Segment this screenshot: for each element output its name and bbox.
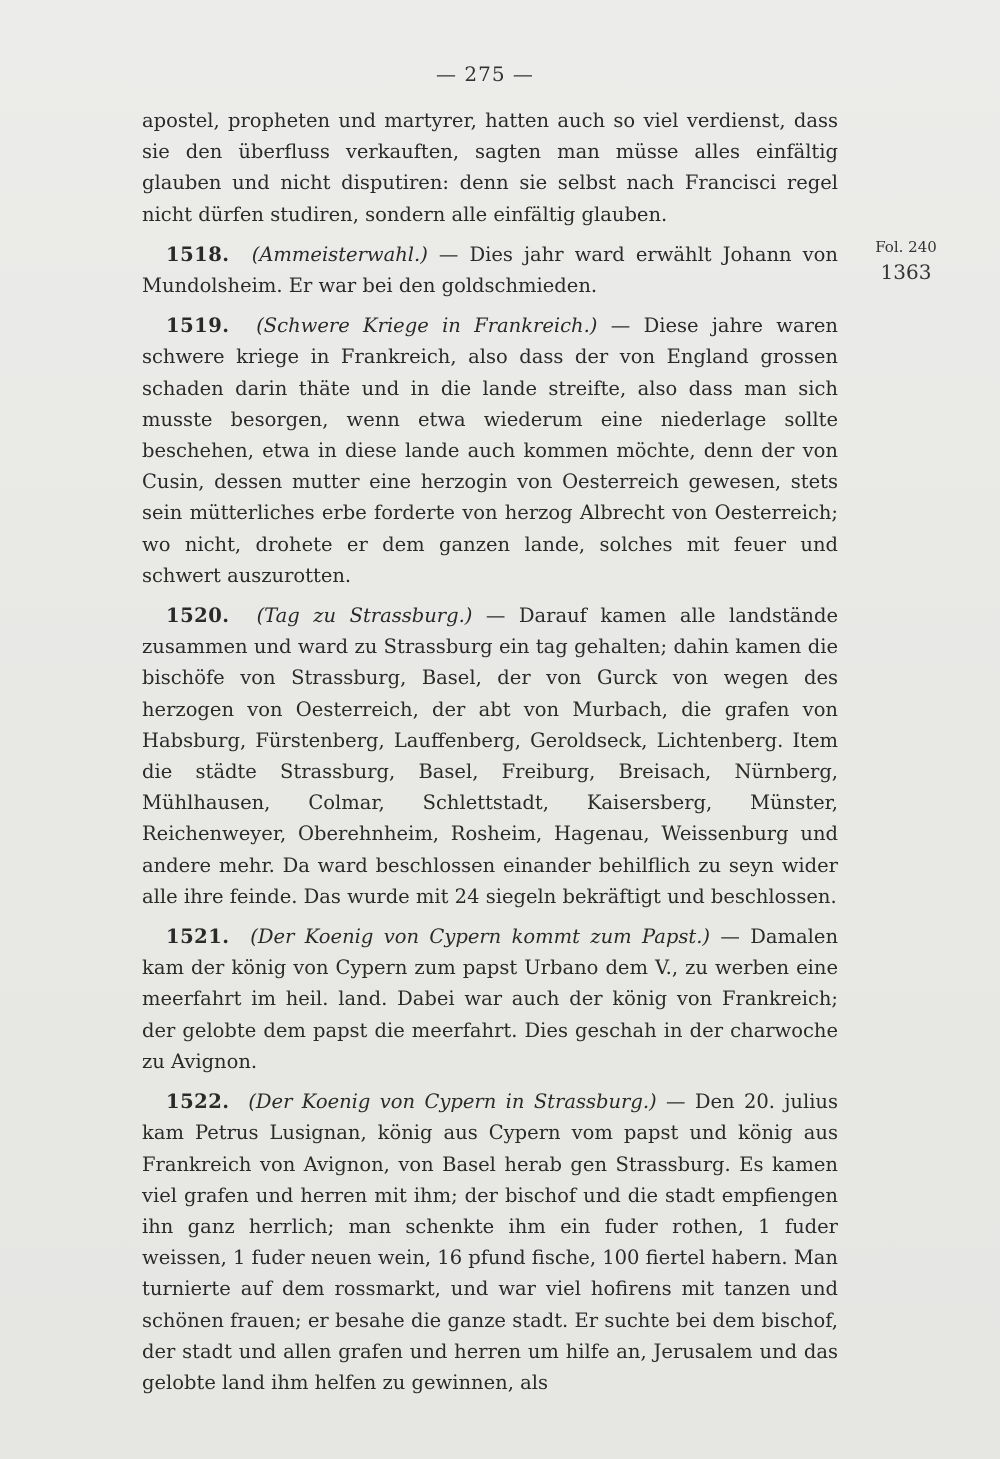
entry-year: 1520. <box>166 604 230 628</box>
entry-text: — Dies jahr ward erwählt Johann von Mundolsheim. Er war bei den goldschmieden. <box>142 242 838 298</box>
entry-text: — Darauf kamen alle landstände zusammen und ward zu Strassburg ein tag gehalten; dahin kamen die bischöfe von Strassburg, Basel, der von Gurck von wegen des herzogen von Oesterreich, der abt von Murbach, die grafen von Habsburg, Fürstenberg, Lauffenberg, Geroldseck, Lichtenberg. Item die städte Strassburg, Basel, Freiburg, Breisach, Nürnberg, Mühlhausen, Colmar, Schlettstadt, Kaisersberg, Münster, Reichenweyer, Oberehnheim, Rosheim, Hagenau, Weissenburg und andere mehr. Da ward beschlossen einander behilflich zu seyn wider alle ihre feinde. Das wurde mit 24 siegeln bekräftigt und beschlossen. <box>142 604 838 908</box>
entry-text: — Damalen kam der könig von Cypern zum papst Urbano dem V., zu werben eine meerfahrt im heil. land. Dabei war auch der könig von Frankreich; der gelobte dem papst die meerfahrt. Dies geschah in der charwoche zu Avignon. <box>142 925 838 1073</box>
entry-1521 <box>142 921 838 1077</box>
entry-year: 1518. <box>166 242 230 266</box>
entry-year: 1522. <box>166 1090 230 1114</box>
entry-heading: (Schwere Kriege in Frankreich.) <box>256 314 598 338</box>
entry-year: 1521. <box>166 925 230 949</box>
entry-year: 1519. <box>166 314 230 338</box>
folio-reference: Fol. 240 <box>875 238 937 256</box>
entry-text: — Diese jahre waren schwere kriege in Frankreich, also dass der von England grossen schaden darin thäte und in die lande streifte, also dass man sich musste besorgen, wenn etwa wiederum eine niederlage sollte beschehen, etwa in diese lande auch kommen möchte, denn der von Cusin, dessen mutter eine herzogin von Oesterreich gewesen, stets sein mütterliches erbe forderte von herzog Albrecht von Oesterreich; wo nicht, drohete er dem ganzen lande, solches mit feuer und schwert auszurotten. <box>142 314 838 587</box>
entry-1520 <box>142 600 838 912</box>
margin-year: 1363 <box>880 260 932 284</box>
margin-note <box>866 236 946 286</box>
intro-paragraph: apostel, propheten und martyrer, hatten auch so viel verdienst, dass sie den überfluss verkauften, sagten man müsse alles einfältig glauben und nicht disputiren: denn sie selbst nach Francisci regel nicht dürfen studiren, sondern alle einfältig glauben. <box>142 109 838 226</box>
entry-1519 <box>142 310 838 591</box>
entry-heading: (Der Koenig von Cypern in Strassburg.) <box>248 1090 657 1114</box>
entry-text: — Den 20. julius kam Petrus Lusignan, könig aus Cypern vom papst und könig aus Frankreich von Avignon, von Basel herab gen Strassburg. Es kamen viel grafen und herren mit ihm; der bischof und die stadt empfiengen ihn ganz herrlich; man schenkte ihm ein fuder rothen, 1 fuder weissen, 1 fuder neuen wein, 16 pfund fische, 100 fiertel habern. Man turnierte auf dem rossmarkt, und war viel hofirens mit tanzen und schönen frauen; er besahe die ganze stadt. Er suchte bei dem bischof, der stadt und allen grafen und herren um hilfe an, Jerusalem und das gelobte land ihm helfen zu gewinnen, als <box>142 1090 838 1394</box>
entry-1522 <box>142 1086 838 1398</box>
entry-heading: (Der Koenig von Cypern kommt zum Papst.) <box>250 925 711 949</box>
entry-heading: (Tag zu Strassburg.) <box>256 604 473 628</box>
entry-heading: (Ammeisterwahl.) <box>251 242 428 266</box>
page-number: — 275 — <box>436 62 534 86</box>
entry-1518 <box>142 239 838 301</box>
main-text <box>142 105 838 1398</box>
